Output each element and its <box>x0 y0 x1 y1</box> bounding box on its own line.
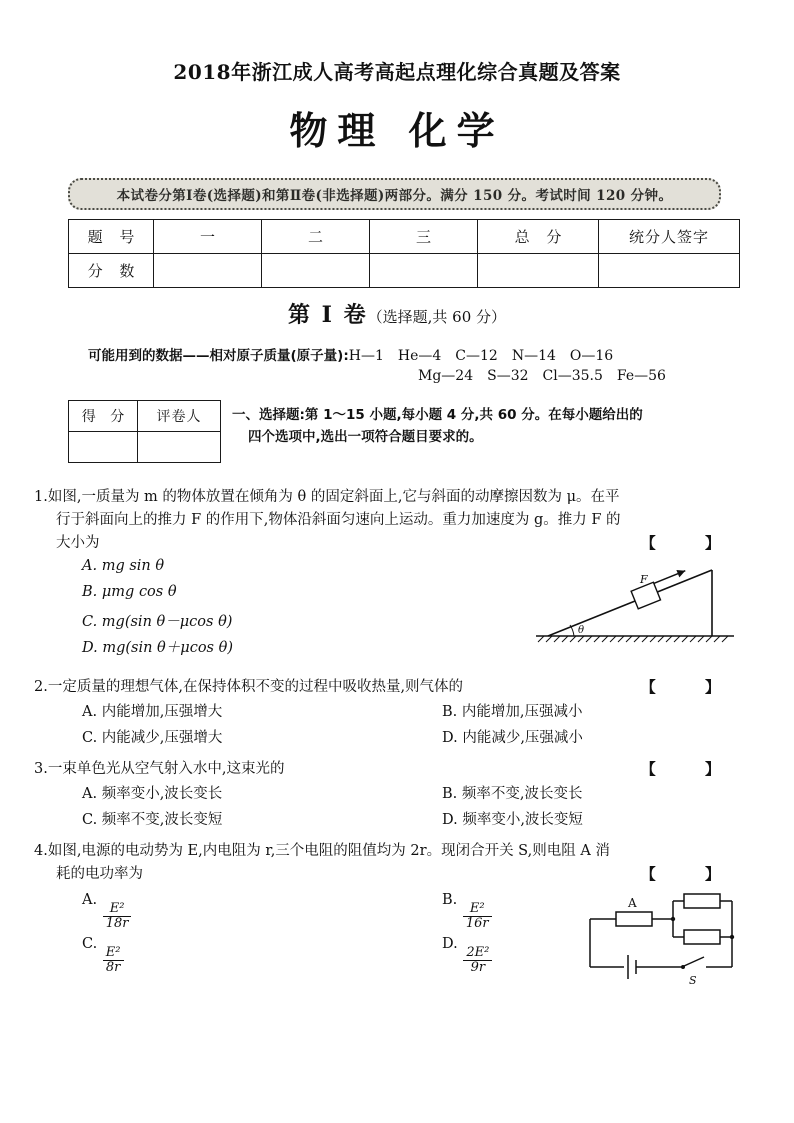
score-table-col-3: 三 <box>370 220 478 254</box>
question-4-option-b-label: B. <box>442 892 458 908</box>
part-heading <box>0 298 794 329</box>
circuit-diagram <box>580 893 748 989</box>
question-4-option-a-numerator: E² <box>109 900 125 916</box>
question-3-option-d[interactable]: D. 频率变小,波长变短 <box>442 812 583 828</box>
question-4-option-a[interactable] <box>82 892 442 930</box>
question-4-stem-line-1: 如图,电源的电动势为 E,内电阻为 r,三个电阻的阻值均为 2r。现闭合开关 S,则电阻 A 消 <box>47 843 610 859</box>
question-1-stem-line-1: 如图,一质量为 m 的物体放置在倾角为 θ 的固定斜面上,它与斜面的动摩擦因数为 μ。在平 <box>47 489 620 505</box>
table-row <box>69 432 221 463</box>
score-cell-2[interactable] <box>262 254 370 288</box>
circuit-label-a: A <box>628 896 637 910</box>
question-4-answer-bracket[interactable]: 【 】 <box>640 865 742 883</box>
incline-angle-label: θ <box>578 625 585 636</box>
score-table-row-label-1: 题 号 <box>69 220 154 254</box>
question-1-option-d[interactable]: D. mg(sin θ＋μcos θ) <box>82 640 233 656</box>
question-2-option-b[interactable]: B. 内能增加,压强减小 <box>442 704 583 720</box>
grader-marker-value[interactable] <box>138 432 221 463</box>
score-cell-1[interactable] <box>154 254 262 288</box>
score-table-col-2: 二 <box>262 220 370 254</box>
question-4 <box>34 840 760 886</box>
score-table-col-signature: 统分人签字 <box>599 220 740 254</box>
question-3-number: 3. <box>34 761 48 777</box>
atomic-mass-fe: Fe—56 <box>616 368 666 384</box>
question-2-stem-line-1: 一定质量的理想气体,在保持体积不变的过程中吸收热量,则气体的 <box>47 679 464 695</box>
atomic-mass-h: H—1 <box>348 348 384 364</box>
atomic-mass-n: N—14 <box>511 348 556 364</box>
question-3-option-a[interactable]: A. 频率变小,波长变长 <box>82 786 223 802</box>
question-2 <box>34 676 760 699</box>
score-cell-3[interactable] <box>370 254 478 288</box>
table-row <box>69 254 740 288</box>
question-4-stem <box>34 840 760 886</box>
question-2-stem <box>34 676 760 699</box>
score-summary-table <box>68 219 740 288</box>
part-heading-sub: （选择题,共 60 分） <box>367 308 507 326</box>
question-3-option-b[interactable]: B. 频率不变,波长变长 <box>442 786 583 802</box>
atomic-mass-mg: Mg—24 <box>418 368 474 384</box>
question-1-stem <box>34 486 760 555</box>
question-2-options <box>82 700 762 752</box>
fraction <box>463 902 492 930</box>
question-2-option-a[interactable]: A. 内能增加,压强增大 <box>82 704 223 720</box>
inclined-plane-diagram <box>530 556 740 656</box>
question-1-stem-line-2: 行于斜面向上的推力 F 的作用下,物体沿斜面匀速向上运动。重力加速度为 g。推力 F 的 <box>56 512 621 528</box>
question-2-answer-bracket[interactable]: 【 】 <box>640 678 742 696</box>
question-3-stem <box>34 758 760 781</box>
question-4-option-b-denominator: 16r <box>463 916 492 931</box>
question-4-option-c[interactable] <box>82 936 442 974</box>
grader-score-label: 得 分 <box>69 401 138 432</box>
atomic-mass-he: He—4 <box>397 348 442 364</box>
fraction <box>103 902 132 930</box>
question-4-option-a-label: A. <box>82 892 98 908</box>
grader-marker-label: 评卷人 <box>138 401 221 432</box>
question-4-stem-line-2: 耗的电功率为 <box>56 866 143 882</box>
question-4-option-b-numerator: E² <box>469 900 485 916</box>
option-row <box>82 782 762 808</box>
question-1-option-c[interactable]: C. mg(sin θ－μcos θ) <box>82 614 233 630</box>
score-cell-signature[interactable] <box>599 254 740 288</box>
question-4-option-c-label: C. <box>82 936 98 952</box>
question-3-options <box>82 782 762 834</box>
reference-data-line-1 <box>88 344 627 364</box>
question-4-option-a-denominator: 18r <box>103 916 132 931</box>
score-table-col-1: 一 <box>154 220 262 254</box>
question-1-number: 1. <box>34 489 48 505</box>
question-4-number: 4. <box>34 843 48 859</box>
question-4-option-d-numerator: 2E² <box>466 944 490 960</box>
question-3-answer-bracket[interactable]: 【 】 <box>640 760 742 778</box>
question-1-answer-bracket[interactable]: 【 】 <box>640 534 742 552</box>
atomic-mass-c: C—12 <box>455 348 498 364</box>
question-4-option-d-label: D. <box>442 936 458 952</box>
score-table-row-label-2: 分 数 <box>69 254 154 288</box>
question-4-option-d-denominator: 9r <box>463 960 492 975</box>
question-1-option-a[interactable]: A. mg sin θ <box>82 558 165 574</box>
circuit-label-switch: S <box>689 974 697 987</box>
subject-title: 物理 化学 <box>289 109 505 153</box>
atomic-mass-o: O—16 <box>569 348 614 364</box>
page-title: 2018年浙江成人高考高起点理化综合真题及答案 <box>173 60 621 84</box>
question-1-stem-line-3: 大小为 <box>56 535 100 551</box>
question-4-option-c-denominator: 8r <box>103 960 124 975</box>
fraction <box>463 946 492 974</box>
grader-box <box>68 400 221 463</box>
section-instruction-line-1: 一、选择题:第 1～15 小题,每小题 4 分,共 60 分。在每小题给出的 <box>232 407 643 423</box>
question-3-stem-line-1: 一束单色光从空气射入水中,这束光的 <box>47 761 285 777</box>
question-3 <box>34 758 760 781</box>
table-row <box>69 220 740 254</box>
option-row <box>82 700 762 726</box>
option-row <box>82 726 762 752</box>
atomic-mass-cl: Cl—35.5 <box>542 368 603 384</box>
question-1-option-b[interactable]: B. μmg cos θ <box>82 584 177 600</box>
exam-notice-box <box>68 178 721 210</box>
question-2-option-c[interactable]: C. 内能减少,压强增大 <box>82 730 223 746</box>
question-1 <box>34 486 760 555</box>
score-cell-total[interactable] <box>478 254 599 288</box>
question-3-option-c[interactable]: C. 频率不变,波长变短 <box>82 812 223 828</box>
force-label-f: F <box>640 573 648 586</box>
grader-score-value[interactable] <box>69 432 138 463</box>
part-heading-main: 第 Ⅰ 卷 <box>287 302 368 328</box>
score-table-col-total: 总 分 <box>478 220 599 254</box>
reference-data-label: 可能用到的数据——相对原子质量(原子量): <box>88 348 349 364</box>
section-instruction <box>232 404 712 448</box>
exam-notice-text: 本试卷分第Ⅰ卷(选择题)和第Ⅱ卷(非选择题)两部分。满分 150 分。考试时间 120 分钟。 <box>116 188 673 204</box>
section-instruction-line-2: 四个选项中,选出一项符合题目要求的。 <box>248 429 483 445</box>
table-row <box>69 401 221 432</box>
option-row <box>82 808 762 834</box>
atomic-mass-s: S—32 <box>487 368 529 384</box>
question-4-option-c-numerator: E² <box>105 944 121 960</box>
reference-data-line-2 <box>418 368 680 384</box>
fraction <box>103 946 124 974</box>
question-2-number: 2. <box>34 679 48 695</box>
question-2-option-d[interactable]: D. 内能减少,压强减小 <box>442 730 583 746</box>
